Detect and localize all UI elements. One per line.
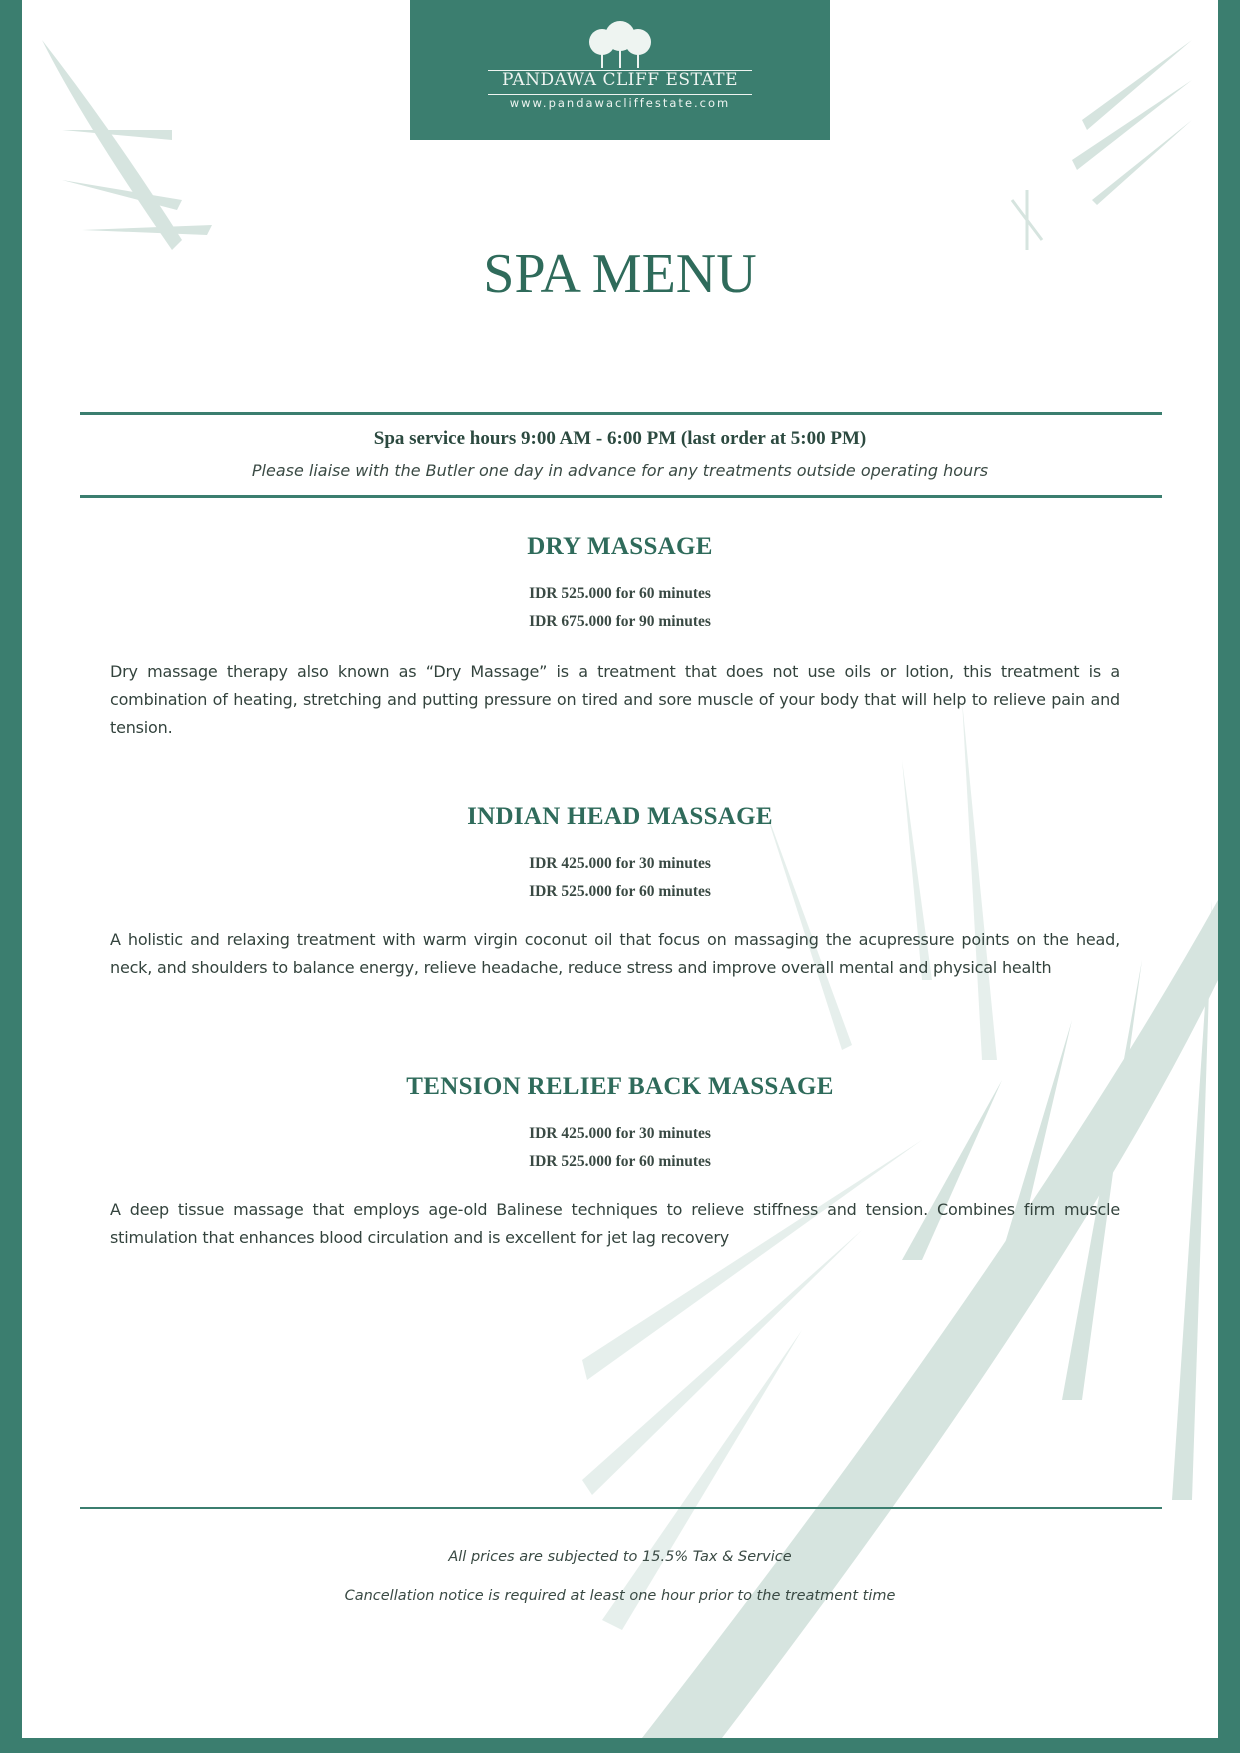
brand-name: PANDAWA CLIFF ESTATE (501, 70, 739, 90)
divider (80, 495, 1162, 498)
tax-note: All prices are subjected to 15.5% Tax & Service (448, 1549, 792, 1565)
spa-menu-page (22, 0, 1218, 1738)
treatment-price: IDR 425.000 for 30 minutes (529, 855, 711, 872)
cancellation-note: Cancellation notice is required at least one hour prior to the treatment time (344, 1588, 896, 1604)
treatment-price: IDR 425.000 for 30 minutes (529, 1125, 711, 1142)
treatment-name: INDIAN HEAD MASSAGE (467, 803, 773, 830)
treatment-price: IDR 525.000 for 60 minutes (529, 1153, 711, 1170)
treatment-description: A deep tissue massage that employs age-old Balinese techniques to relieve stiffness and tension. Combines firm muscle stimulation that enhances blood circulation and is excellent for jet lag recovery (110, 1200, 1120, 1247)
treatment-price: IDR 525.000 for 60 minutes (529, 585, 711, 602)
treatment-name: DRY MASSAGE (527, 533, 713, 560)
hours-note: Please liaise with the Butler one day in advance for any treatments outside operating hours (251, 461, 989, 480)
treatment-description: Dry massage therapy also known as “Dry Massage” is a treatment that does not use oils or lotion, this treatment is a combination of heating, stretching and putting pressure on tired and sore muscle of your body that will help to relieve pain and tension. (110, 662, 1120, 737)
website-url: www.pandawacliffestate.com (509, 96, 731, 110)
page-title: SPA MENU (483, 243, 757, 305)
divider (80, 412, 1162, 415)
treatment-price: IDR 675.000 for 90 minutes (529, 613, 711, 630)
treatment-name: TENSION RELIEF BACK MASSAGE (406, 1073, 834, 1100)
divider (80, 1507, 1162, 1509)
treatment-description: A holistic and relaxing treatment with warm virgin coconut oil that focus on massaging the acupressure points on the head, neck, and shoulders to balance energy, relieve headache, reduce stress and improve overall mental and physical health (110, 930, 1120, 977)
tree-logo-icon (580, 20, 660, 70)
treatment-price: IDR 525.000 for 60 minutes (529, 883, 711, 900)
service-hours: Spa service hours 9:00 AM - 6:00 PM (last order at 5:00 PM) (373, 428, 867, 449)
brand-header (410, 0, 830, 140)
